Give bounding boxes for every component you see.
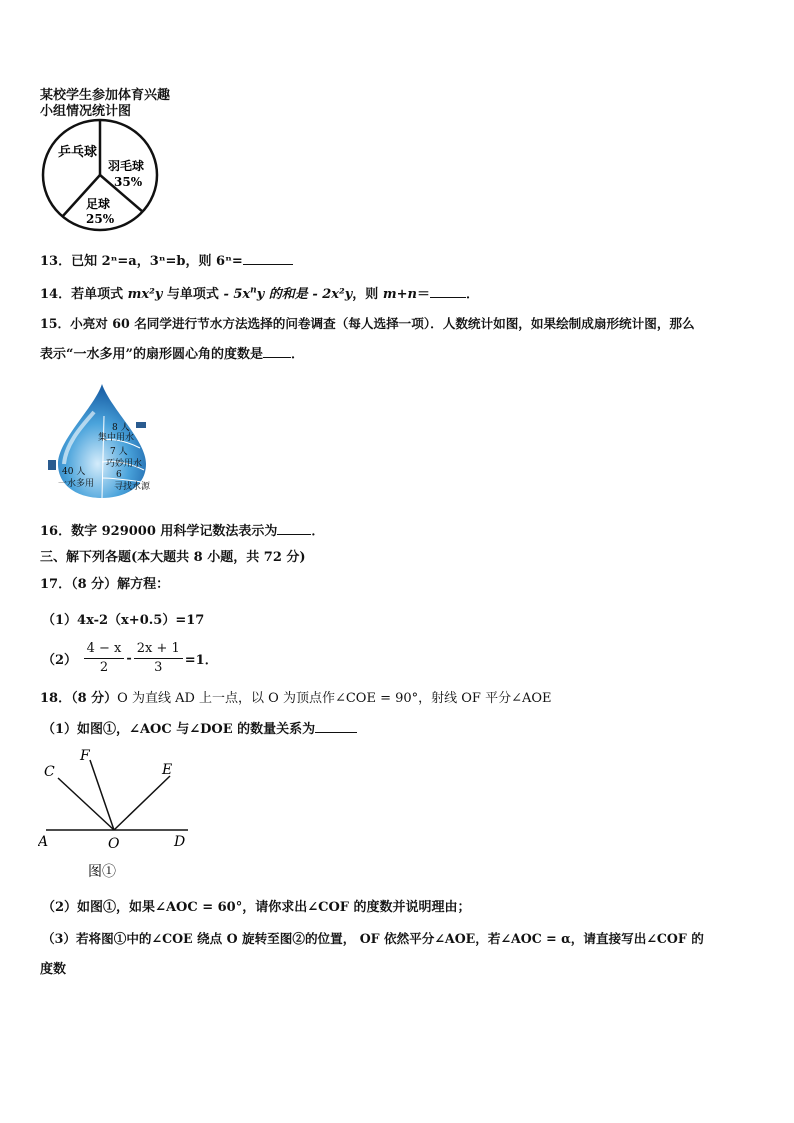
question-18-heading — [40, 687, 552, 706]
question-text: 与单项式 — [162, 287, 224, 302]
question-17-part1: （1）4x-2（x+0.5）=17 — [42, 613, 205, 628]
pie-chart-title-line2: 小组情况统计图 — [40, 104, 132, 119]
question-16 — [40, 520, 324, 539]
pie-label-badminton: 羽毛球 — [108, 159, 145, 173]
drop-b-label: 巧妙用水 — [106, 459, 143, 469]
faucet-icon — [136, 422, 146, 428]
answer-blank — [315, 720, 357, 733]
pie-chart-title-line1: 某校学生参加体育兴趣 — [40, 88, 171, 103]
figure-caption: 图① — [88, 864, 116, 880]
water-drop-chart — [44, 382, 162, 500]
question-end: ． — [290, 347, 304, 362]
drop-c-count: 6 — [116, 470, 122, 480]
drop-a-count: 8 人 — [112, 423, 130, 433]
fraction-denominator: 3 — [154, 660, 163, 675]
geometry-figure-1 — [38, 748, 198, 883]
pie-value-badminton: 35% — [114, 175, 143, 189]
question-text: 表示“一水多用”的扇形圆心角的度数是 — [40, 347, 263, 362]
question-text: ＝ — [416, 287, 430, 302]
question-13 — [40, 250, 293, 269]
answer-blank — [430, 285, 466, 298]
question-17-part2 — [42, 640, 218, 677]
fraction-numerator: 2x + 1 — [134, 640, 183, 659]
question-number: 18．（8 分） — [40, 691, 118, 706]
question-14: 14．若单项式 mx²y 与单项式 - $5x^ny$ 的和是 - 2x²y，则 m+n＝ ． — [40, 285, 479, 302]
drop-d-count: 40 人 — [62, 467, 86, 477]
question-text: ，则 — [352, 287, 383, 302]
equation-end: =1． — [184, 653, 218, 668]
answer-blank — [263, 345, 291, 358]
pie-value-football: 25% — [86, 212, 115, 226]
pie-chart — [40, 118, 170, 232]
point-label-f: F — [80, 748, 90, 764]
point-label-e: E — [162, 762, 173, 778]
question-15-line2 — [40, 343, 304, 362]
question-18-part3-line2: 度数 — [40, 962, 67, 977]
pie-label-football: 足球 — [86, 197, 111, 211]
drop-d-label: 一水多用 — [58, 479, 95, 489]
question-number: 14． — [40, 287, 72, 302]
part-label: （2） — [42, 653, 78, 668]
question-end: ． — [465, 287, 479, 302]
fraction-denominator: 2 — [99, 660, 109, 675]
fraction-1 — [84, 640, 125, 677]
pie-label-pingpong: 乒乓球 — [58, 145, 98, 160]
question-text: 若单项式 — [71, 287, 128, 302]
math-term: - 2x²y — [312, 287, 353, 302]
answer-blank — [277, 522, 311, 535]
question-15-line1: 15．小亮对 60 名同学进行节水方法选择的问卷调查（每人选择一项）．人数统计如图，如果绘制成扇形统计图，那么 — [40, 316, 695, 331]
math-term: mx²y — [127, 287, 163, 302]
drop-c-label: 寻找水源 — [114, 482, 151, 492]
question-18-part2: （2）如图①，如果∠AOC = 60°，请你求出∠COF 的度数并说明理由； — [42, 900, 471, 915]
question-text: O 为直线 AD 上一点，以 O 为顶点作∠COE = 90°，射线 OF 平分∠AOE — [117, 691, 552, 706]
question-18-part3-line1: （3）若将图①中的∠COE 绕点 O 旋转至图②的位置， OF 依然平分∠AOE，若∠AOC = α，请直接写出∠COF 的 — [42, 931, 704, 946]
fraction-2 — [134, 640, 183, 677]
ray-oe — [114, 776, 170, 830]
point-label-d: D — [174, 834, 186, 850]
fraction-numerator: 4 − x — [84, 640, 125, 659]
point-label-a: A — [38, 834, 49, 850]
question-17-heading: 17．（8 分）解方程： — [40, 577, 170, 592]
minus-sign: - — [126, 651, 132, 666]
faucet-icon — [48, 460, 56, 470]
question-text: （1）如图①，∠AOC 与∠DOE 的数量关系为 — [42, 722, 316, 737]
question-18-part1 — [42, 718, 357, 737]
question-text: 16．数字 929000 用科学记数法表示为 — [40, 524, 278, 539]
question-end: ． — [311, 524, 325, 539]
point-label-o: O — [108, 836, 120, 852]
drop-a-label: 集中用水 — [98, 433, 135, 443]
math-term: m+n — [382, 287, 417, 302]
math-term: - 5x — [223, 287, 251, 302]
question-text: y 的和是 — [256, 287, 313, 302]
answer-blank — [243, 252, 293, 265]
section-heading: 三、解下列各题(本大题共 8 小题，共 72 分) — [40, 550, 306, 565]
point-label-c: C — [44, 764, 55, 780]
drop-b-count: 7 人 — [110, 447, 128, 457]
question-13-text: 13．已知 2ⁿ=a，3ⁿ=b，则 6ⁿ= — [40, 254, 243, 269]
